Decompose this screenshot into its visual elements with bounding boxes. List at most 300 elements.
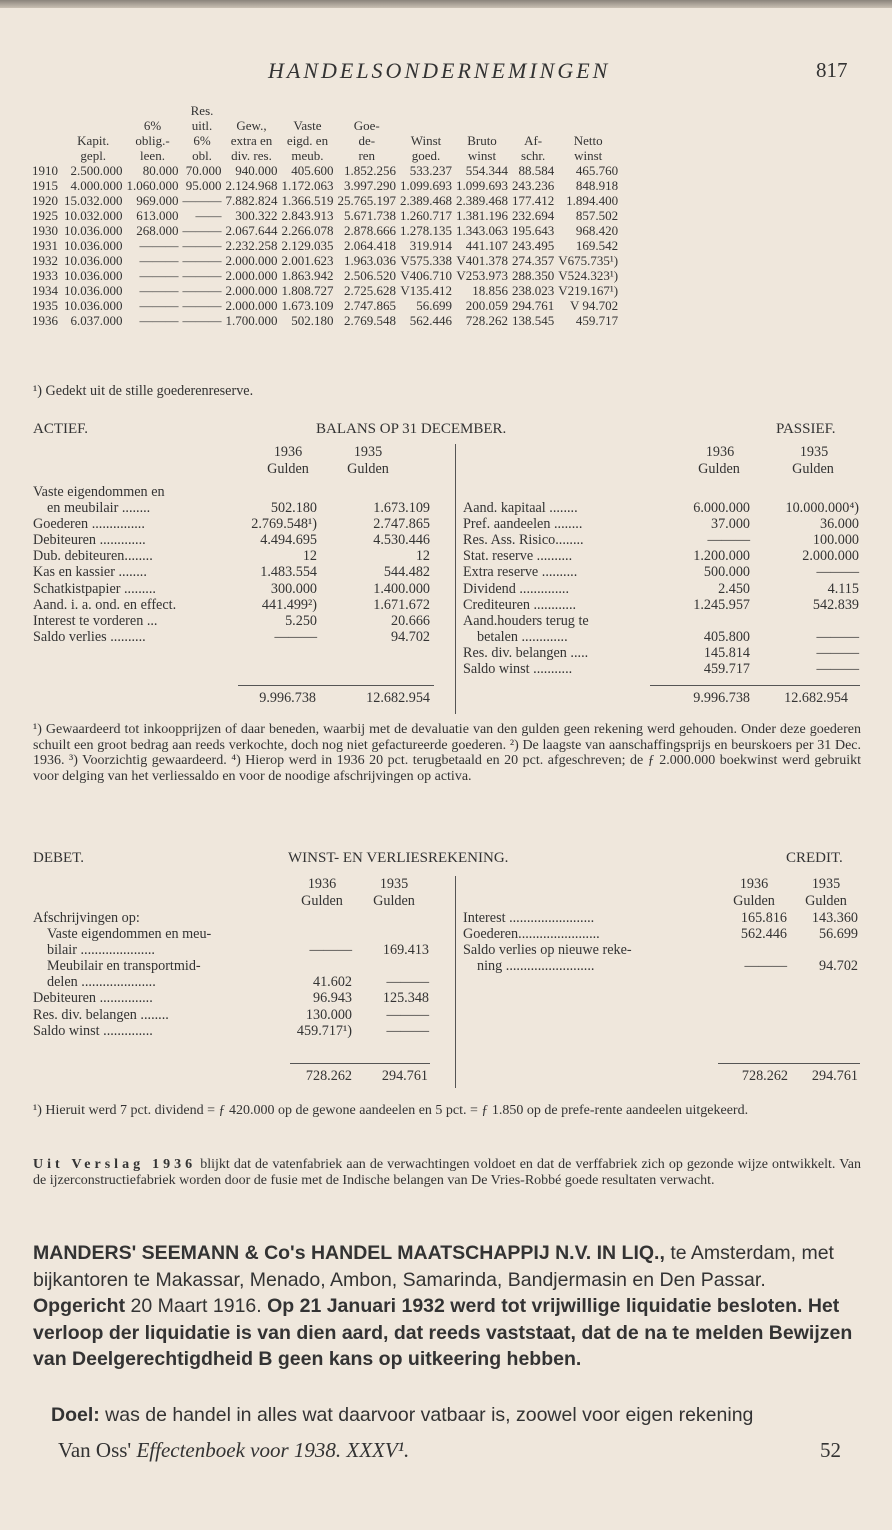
balans-title: BALANS OP 31 DECEMBER. xyxy=(316,421,507,437)
history-value-cell: ——— xyxy=(139,268,179,283)
history-value-cell: 2.129.035 xyxy=(281,238,334,253)
wv-debet-value-1: 41.602 xyxy=(312,974,352,991)
balans-actief-label: Aand. i. a. ond. en effect. xyxy=(33,596,177,613)
history-year-cell: 1915 xyxy=(32,178,58,193)
balans-actief-row xyxy=(33,581,443,597)
balans-passief-heading: PASSIEF. xyxy=(776,421,836,437)
balans-actief-value-1: 12 xyxy=(302,548,317,565)
verslag-text: blijkt dat de vatenfabriek aan de verwachtingen voldoet en dat de verffabriek zich op gezonde wijze ontwikkelt. Van de ijzerconstructiefabriek worden door de fusie met de Indische belangen van De Vries-Robbé goede resultaten verwacht. xyxy=(33,1157,862,1188)
wv-debet-row xyxy=(33,1007,443,1023)
history-value-cell: V406.710 xyxy=(400,268,452,283)
history-value-cell: 1.894.400 xyxy=(566,193,619,208)
balans-passief-row xyxy=(463,564,863,580)
history-col-header xyxy=(400,103,456,163)
balans-actief-list xyxy=(33,484,443,645)
balans-actief-total-rule xyxy=(238,685,434,686)
history-value-cell: 465.760 xyxy=(575,163,619,178)
balans-passief-value-2: 542.839 xyxy=(812,596,859,613)
history-value-cell: ——— xyxy=(182,268,222,283)
history-year-cell: 1930 xyxy=(32,223,58,238)
wv-debet-value-2: 169.413 xyxy=(382,942,429,959)
balans-actief-row xyxy=(33,613,443,629)
history-col-header-line: gepl. xyxy=(80,148,107,163)
history-value-cell: ——— xyxy=(139,238,179,253)
wv-debet-row xyxy=(33,926,443,942)
balans-passief-value-1: ——— xyxy=(707,532,750,549)
wv-credit-year-1: 1936 xyxy=(739,876,769,892)
history-col-header-line: Vaste xyxy=(293,118,322,133)
history-col-header-line: winst xyxy=(574,148,603,163)
balans-passief-unit-2: Gulden xyxy=(792,461,834,477)
balans-passief-row xyxy=(463,645,863,661)
history-col-header xyxy=(226,103,282,163)
history-value-cell: 1.260.717 xyxy=(400,208,452,223)
company-liquidation: Op 21 Januari 1932 werd tot vrijwillige liquidatie besloten. Het verloop der liquidatie is van dien aard, dat reeds vaststaat, dat de na te melden Bewijzen van Deelgerechtigdheid B geen kans op uitkeering hebben. xyxy=(33,1295,853,1370)
balans-passief-row xyxy=(463,532,863,548)
balans-passief-total-2: 12.682.954 xyxy=(784,690,848,706)
balans-actief-label: Vaste eigendommen en xyxy=(33,484,165,500)
wv-debet-value-1: 130.000 xyxy=(305,1006,352,1023)
wv-debet-label: Saldo winst .............. xyxy=(33,1022,153,1039)
wv-debet-value-2: ——— xyxy=(386,974,429,991)
balans-divider xyxy=(455,444,456,714)
balans-actief-value-1: 502.180 xyxy=(270,500,317,517)
balans-actief-value-2: 94.702 xyxy=(390,628,430,645)
history-value-cell: 200.059 xyxy=(465,298,508,313)
balans-passief-total-1: 9.996.738 xyxy=(693,690,750,706)
company-name: MANDERS' SEEMANN & Co's HANDEL MAATSCHAPPIJ N.V. IN LIQ., xyxy=(33,1242,665,1264)
balans-passief-row xyxy=(463,500,863,516)
balans-passief-value-2: 100.000 xyxy=(812,532,859,549)
company-founded-label: Opgericht xyxy=(33,1295,126,1317)
history-value-cell: 554.344 xyxy=(465,163,508,178)
history-col-header-line: meub. xyxy=(291,148,324,163)
balans-actief-year-2: 1935 xyxy=(353,444,383,460)
footer-title: Effectenboek voor 1938. XXXV¹. xyxy=(136,1438,410,1462)
wv-debet-label: Afschrijvingen op: xyxy=(33,910,140,926)
history-value-cell: 1.060.000 xyxy=(126,178,179,193)
balans-actief-value-2: 4.530.446 xyxy=(373,532,430,549)
history-col-header-line: extra en xyxy=(230,133,273,148)
balans-passief-label: Aand.houders terug te xyxy=(463,612,589,629)
history-value-cell: V524.323¹) xyxy=(558,268,619,283)
balans-passief-value-1: 1.200.000 xyxy=(693,548,750,565)
history-value-cell: 319.914 xyxy=(409,238,452,253)
history-value-cell: 4.000.000 xyxy=(70,178,123,193)
wv-credit-value-1: 562.446 xyxy=(740,926,787,943)
wv-credit-row xyxy=(463,942,863,958)
wv-divider xyxy=(455,876,456,1088)
history-value-cell: 195.643 xyxy=(512,223,555,238)
wv-credit-value-1: 165.816 xyxy=(740,910,787,926)
wv-debet-value-1: ——— xyxy=(309,942,352,959)
balans-passief-value-1: 500.000 xyxy=(703,564,750,581)
wv-debet-row xyxy=(33,974,443,990)
balans-actief-heading: ACTIEF. xyxy=(33,421,89,437)
company-doel-text: was de handel in alles wat daarvoor vatbaar is, zoowel voor eigen rekening xyxy=(99,1404,754,1426)
history-col-header-line: Bruto xyxy=(467,133,497,148)
wv-credit-label: Saldo verlies op nieuwe reke- xyxy=(463,942,632,959)
history-value-cell: 177.412 xyxy=(512,193,555,208)
verslag-paragraph xyxy=(33,1157,861,1188)
balans-passief-value-1: 37.000 xyxy=(710,516,750,533)
balans-passief-year-1: 1936 xyxy=(705,444,735,460)
balans-passief-unit-1: Gulden xyxy=(698,461,740,477)
history-value-cell: 288.350 xyxy=(512,268,555,283)
balans-actief-value-1: 2.769.548¹) xyxy=(251,516,317,533)
history-value-cell: 1.099.693 xyxy=(400,178,452,193)
history-value-cell: 562.446 xyxy=(409,313,452,328)
history-col-header xyxy=(32,103,64,163)
balans-actief-value-1: 4.494.695 xyxy=(260,532,317,549)
history-year-cell: 1925 xyxy=(32,208,58,223)
history-value-cell: 2.769.548 xyxy=(344,313,396,328)
history-value-cell: 1.278.135 xyxy=(400,223,452,238)
history-value-cell: 7.882.824 xyxy=(225,193,278,208)
balans-actief-value-2: 12 xyxy=(415,548,430,565)
history-row xyxy=(32,163,622,178)
wv-debet-heading: DEBET. xyxy=(33,850,84,866)
history-value-cell: ——— xyxy=(182,313,222,328)
balans-passief-value-2: 2.000.000 xyxy=(802,548,859,565)
history-col-header xyxy=(282,103,338,163)
page-number: 817 xyxy=(816,58,848,82)
balans-actief-value-2: 1.400.000 xyxy=(373,580,430,597)
history-row xyxy=(32,193,622,208)
history-value-cell: V135.412 xyxy=(400,283,452,298)
history-value-cell: 1.673.109 xyxy=(281,298,334,313)
wv-credit-total-1: 728.262 xyxy=(741,1068,788,1084)
history-col-header-line: goed. xyxy=(411,148,441,163)
history-row xyxy=(32,223,622,238)
balans-actief-label: Debiteuren ............. xyxy=(33,532,146,549)
balans-passief-row xyxy=(463,661,863,677)
history-row xyxy=(32,283,622,298)
history-value-cell: 10.036.000 xyxy=(64,238,123,253)
history-value-cell: 1.366.519 xyxy=(281,193,334,208)
history-col-header-line: uitl. xyxy=(191,118,213,133)
history-value-cell: 1.963.036 xyxy=(344,253,396,268)
wv-debet-value-1: 96.943 xyxy=(312,990,352,1007)
wv-credit-row xyxy=(463,926,863,942)
company-intro: te Amsterdam, met bijkantoren te Makassar, Menado, Ambon, Samarinda, Bandjermasin en Den Passar. xyxy=(33,1242,834,1291)
history-value-cell: 2.000.000 xyxy=(225,298,278,313)
history-value-cell: 968.420 xyxy=(575,223,619,238)
history-value-cell: ——— xyxy=(182,223,222,238)
history-col-header-line: 6% xyxy=(193,133,211,148)
wv-debet-label: Debiteuren ............... xyxy=(33,990,153,1007)
balans-actief-value-2: 1.671.672 xyxy=(373,596,430,613)
history-value-cell: 70.000 xyxy=(185,163,222,178)
wv-debet-value-2: ——— xyxy=(386,1022,429,1039)
history-row xyxy=(32,178,622,193)
balans-actief-unit-1: Gulden xyxy=(267,461,309,477)
company-doel xyxy=(33,1402,863,1429)
history-value-cell: 294.761 xyxy=(512,298,555,313)
history-col-header-line: schr. xyxy=(521,148,546,163)
history-value-cell: ——— xyxy=(139,253,179,268)
history-value-cell: 10.036.000 xyxy=(64,268,123,283)
history-col-header-line: oblig.- xyxy=(135,133,170,148)
balans-actief-row xyxy=(33,532,443,548)
wv-credit-unit-2: Gulden xyxy=(805,893,847,909)
history-value-cell: 2.725.628 xyxy=(344,283,396,298)
wv-debet-total-rule xyxy=(290,1063,430,1064)
balans-actief-value-1: 441.499²) xyxy=(261,596,317,613)
wv-debet-row xyxy=(33,990,443,1006)
balans-actief-value-1: 5.250 xyxy=(285,612,317,629)
balans-actief-label: Goederen ............... xyxy=(33,516,145,533)
history-col-header xyxy=(558,103,622,163)
balans-actief-label: Interest te vorderen ... xyxy=(33,612,158,629)
history-value-cell: 2.000.000 xyxy=(225,253,278,268)
history-value-cell: 15.032.000 xyxy=(64,193,123,208)
company-doel-label: Doel: xyxy=(51,1404,100,1426)
history-value-cell: 2.000.000 xyxy=(225,283,278,298)
history-value-cell: 2.001.623 xyxy=(281,253,334,268)
wv-debet-total-1: 728.262 xyxy=(305,1068,352,1084)
balans-passief-value-2: 10.000.000⁴) xyxy=(785,500,859,517)
wv-debet-row xyxy=(33,910,443,926)
history-value-cell: ——— xyxy=(182,283,222,298)
page-top-edge xyxy=(0,0,892,8)
history-value-cell: 1.172.063 xyxy=(281,178,334,193)
wv-debet-value-2: 125.348 xyxy=(382,990,429,1007)
balans-actief-row xyxy=(33,484,443,500)
footer-publisher: Van Oss' xyxy=(58,1438,132,1462)
balans-passief-value-2: ——— xyxy=(816,564,859,581)
balans-passief-label: Dividend .............. xyxy=(463,580,570,597)
history-value-cell: 2.878.666 xyxy=(344,223,396,238)
balans-actief-row xyxy=(33,548,443,564)
wv-debet-unit-1: Gulden xyxy=(301,893,343,909)
history-col-header-line: div. res. xyxy=(231,148,272,163)
history-value-cell: 1.343.063 xyxy=(456,223,508,238)
history-value-cell: ——— xyxy=(139,283,179,298)
balans-actief-year-1: 1936 xyxy=(273,444,303,460)
wv-debet-row xyxy=(33,1023,443,1039)
history-year-cell: 1936 xyxy=(32,313,58,328)
wv-credit-heading: CREDIT. xyxy=(786,850,843,866)
balans-passief-row xyxy=(463,581,863,597)
balans-passief-label: Res. div. belangen ..... xyxy=(463,644,589,661)
history-value-cell: 2.506.520 xyxy=(344,268,396,283)
history-value-cell: 2.124.968 xyxy=(225,178,278,193)
history-table-body xyxy=(32,163,622,328)
balans-passief-label: Res. Ass. Risico........ xyxy=(463,532,584,549)
balans-passief-row xyxy=(463,548,863,564)
history-value-cell: 80.000 xyxy=(142,163,179,178)
history-value-cell: 238.023 xyxy=(512,283,555,298)
balans-actief-value-1: 300.000 xyxy=(270,580,317,597)
history-year-cell: 1935 xyxy=(32,298,58,313)
balans-actief-row xyxy=(33,629,443,645)
wv-footnote: ¹) Hieruit werd 7 pct. dividend = ƒ 420.000 op de gewone aandeelen en 5 pct. = ƒ 1.850 op de prefe-rente aandeelen uitgekeerd. xyxy=(33,1103,749,1118)
wv-credit-label: ning ......................... xyxy=(477,958,595,975)
balans-actief-label: Saldo verlies .......... xyxy=(33,628,146,645)
history-value-cell: 2.389.468 xyxy=(400,193,452,208)
balans-passief-value-1: 2.450 xyxy=(718,580,750,597)
balans-actief-value-1: 1.483.554 xyxy=(260,564,317,581)
history-col-header-line: de- xyxy=(358,133,376,148)
history-value-cell: 10.036.000 xyxy=(64,253,123,268)
history-value-cell: 613.000 xyxy=(136,208,179,223)
history-value-cell: ——— xyxy=(182,238,222,253)
balans-actief-label: en meubilair ........ xyxy=(47,500,151,517)
history-value-cell: V219.167¹) xyxy=(558,283,619,298)
wv-credit-value-2: 143.360 xyxy=(811,910,858,926)
balans-actief-label: Dub. debiteuren........ xyxy=(33,548,153,565)
history-value-cell: 1.852.256 xyxy=(344,163,396,178)
history-value-cell: 300.322 xyxy=(235,208,278,223)
history-value-cell: 2.266.078 xyxy=(281,223,334,238)
balans-actief-total-1: 9.996.738 xyxy=(259,690,316,706)
balans-actief-label: Schatkistpapier ......... xyxy=(33,580,156,597)
history-col-header-line: eigd. en xyxy=(286,133,329,148)
wv-debet-value-1: 459.717¹) xyxy=(296,1022,352,1039)
history-value-cell: V 94.702 xyxy=(569,298,619,313)
balans-actief-value-2: 1.673.109 xyxy=(373,500,430,517)
history-value-cell: V253.973 xyxy=(456,268,508,283)
history-value-cell: 232.694 xyxy=(512,208,555,223)
history-col-header-line: Res. xyxy=(190,103,214,118)
history-row xyxy=(32,238,622,253)
history-col-header-line: Netto xyxy=(573,133,603,148)
wv-debet-year-2: 1935 xyxy=(379,876,409,892)
balans-passief-row xyxy=(463,613,863,629)
history-value-cell: V575.338 xyxy=(400,253,452,268)
balans-actief-value-2: 20.666 xyxy=(390,612,430,629)
history-value-cell: 2.389.468 xyxy=(456,193,508,208)
wv-debet-value-2: ——— xyxy=(386,1006,429,1023)
history-value-cell: ——— xyxy=(182,193,222,208)
history-value-cell: 533.237 xyxy=(409,163,452,178)
wv-debet-unit-2: Gulden xyxy=(373,893,415,909)
balans-passief-year-2: 1935 xyxy=(799,444,829,460)
balans-passief-value-1: 405.800 xyxy=(703,628,750,645)
history-value-cell: V401.378 xyxy=(456,253,508,268)
history-value-cell: 10.036.000 xyxy=(64,283,123,298)
balans-passief-row xyxy=(463,484,863,500)
history-value-cell: 138.545 xyxy=(512,313,555,328)
history-year-cell: 1934 xyxy=(32,283,58,298)
wv-debet-label: Vaste eigendommen en meu- xyxy=(47,926,212,943)
balans-actief-label: Kas en kassier ........ xyxy=(33,564,147,581)
history-value-cell: 5.671.738 xyxy=(344,208,396,223)
history-col-header xyxy=(456,103,512,163)
history-value-cell: 2.067.644 xyxy=(225,223,278,238)
history-value-cell: V675.735¹) xyxy=(558,253,619,268)
company-founded-date: 20 Maart 1916. xyxy=(125,1295,268,1317)
history-value-cell: 3.997.290 xyxy=(344,178,396,193)
history-value-cell: 10.032.000 xyxy=(64,208,123,223)
history-value-cell: 728.262 xyxy=(465,313,508,328)
history-col-header-line: Winst xyxy=(410,133,442,148)
wv-debet-list xyxy=(33,910,443,1039)
history-row xyxy=(32,253,622,268)
balans-passief-value-2: ——— xyxy=(816,661,859,678)
wv-credit-label: Goederen....................... xyxy=(463,926,600,943)
history-value-cell: 2.232.258 xyxy=(225,238,278,253)
history-col-header-line: Kapit. xyxy=(77,133,110,148)
balans-passief-value-1: 6.000.000 xyxy=(693,500,750,517)
history-value-cell: ——— xyxy=(182,298,222,313)
history-value-cell: 1.863.942 xyxy=(281,268,334,283)
history-value-cell: 848.918 xyxy=(575,178,619,193)
history-value-cell: 969.000 xyxy=(136,193,179,208)
history-value-cell: 405.600 xyxy=(291,163,334,178)
history-row xyxy=(32,298,622,313)
balans-passief-row xyxy=(463,629,863,645)
history-col-header xyxy=(338,103,401,163)
wv-debet-label: bilair ..................... xyxy=(47,942,155,959)
balans-actief-value-1: ——— xyxy=(274,628,317,645)
history-col-header-line: ren xyxy=(358,148,376,163)
history-table-header xyxy=(32,103,622,163)
balans-footnote: ¹) Gewaardeerd tot inkoopprijzen of daar beneden, waarbij met de devaluatie van den gulden geen rekening werd gehouden. Onder deze goederen schuilt een groot bedrag aan reeds verkochte, doch nog niet gefactureerde goederen. ²) De laagste van aanschaffingsprijs en beurskoers per 31 Dec. 1936. ³) Voorzichtig gewaardeerd. ⁴) Hierop werd in 1936 20 pct. terugbetaald en 20 pct. afgeschreven; de ƒ 2.000.000 boekwinst werd gebruikt voor delging van het verliessaldo en voor de noodige afschrijvingen op activa. xyxy=(33,722,861,784)
balans-passief-label: Crediteuren ............ xyxy=(463,596,577,613)
wv-credit-row xyxy=(463,958,863,974)
history-year-cell: 1933 xyxy=(32,268,58,283)
balans-passief-value-1: 459.717 xyxy=(703,661,750,678)
history-year-cell: 1932 xyxy=(32,253,58,268)
history-col-header-line: obl. xyxy=(192,148,212,163)
history-col-header-line: 6% xyxy=(143,118,162,133)
history-year-cell: 1910 xyxy=(32,163,58,178)
footer-page-number: 52 xyxy=(820,1438,841,1462)
history-row xyxy=(32,208,622,223)
wv-debet-row xyxy=(33,958,443,974)
wv-credit-value-1: ——— xyxy=(744,958,787,975)
balans-actief-unit-2: Gulden xyxy=(347,461,389,477)
history-value-cell: —— xyxy=(195,208,222,223)
history-value-cell: 1.808.727 xyxy=(281,283,334,298)
history-value-cell: 459.717 xyxy=(575,313,619,328)
wv-title: WINST- EN VERLIESREKENING. xyxy=(288,850,509,866)
history-col-header-line: Gew., xyxy=(236,118,267,133)
balans-actief-value-2: 544.482 xyxy=(383,564,430,581)
balans-passief-value-1: 1.245.957 xyxy=(693,596,750,613)
wv-debet-label: Meubilair en transportmid- xyxy=(47,958,201,975)
history-col-header xyxy=(183,103,226,163)
balans-passief-label: Pref. aandeelen ........ xyxy=(463,516,583,533)
history-value-cell: 95.000 xyxy=(185,178,222,193)
balans-actief-total-2: 12.682.954 xyxy=(366,690,430,706)
history-value-cell: 56.699 xyxy=(416,298,452,313)
history-col-header xyxy=(64,103,127,163)
history-value-cell: 6.037.000 xyxy=(70,313,123,328)
balans-passief-row xyxy=(463,597,863,613)
history-row xyxy=(32,268,622,283)
history-value-cell: 25.765.197 xyxy=(337,193,396,208)
balans-passief-value-2: 4.115 xyxy=(827,580,859,597)
history-value-cell: 2.000.000 xyxy=(225,268,278,283)
verslag-lead: Uit Verslag 1936 xyxy=(33,1157,197,1172)
history-col-header-line: Af- xyxy=(524,133,543,148)
balans-actief-value-2: 2.747.865 xyxy=(373,516,430,533)
wv-credit-list xyxy=(463,910,863,974)
history-value-cell: 243.236 xyxy=(512,178,555,193)
history-value-cell: 502.180 xyxy=(291,313,334,328)
history-footnote: ¹) Gedekt uit de stille goederenreserve. xyxy=(33,383,254,399)
history-table xyxy=(32,103,622,328)
balans-passief-value-1: 145.814 xyxy=(703,644,750,661)
history-value-cell: ——— xyxy=(139,313,179,328)
balans-passief-label: Extra reserve .......... xyxy=(463,564,578,581)
balans-passief-label: betalen ............. xyxy=(477,628,568,645)
wv-credit-unit-1: Gulden xyxy=(733,893,775,909)
balans-passief-row xyxy=(463,516,863,532)
